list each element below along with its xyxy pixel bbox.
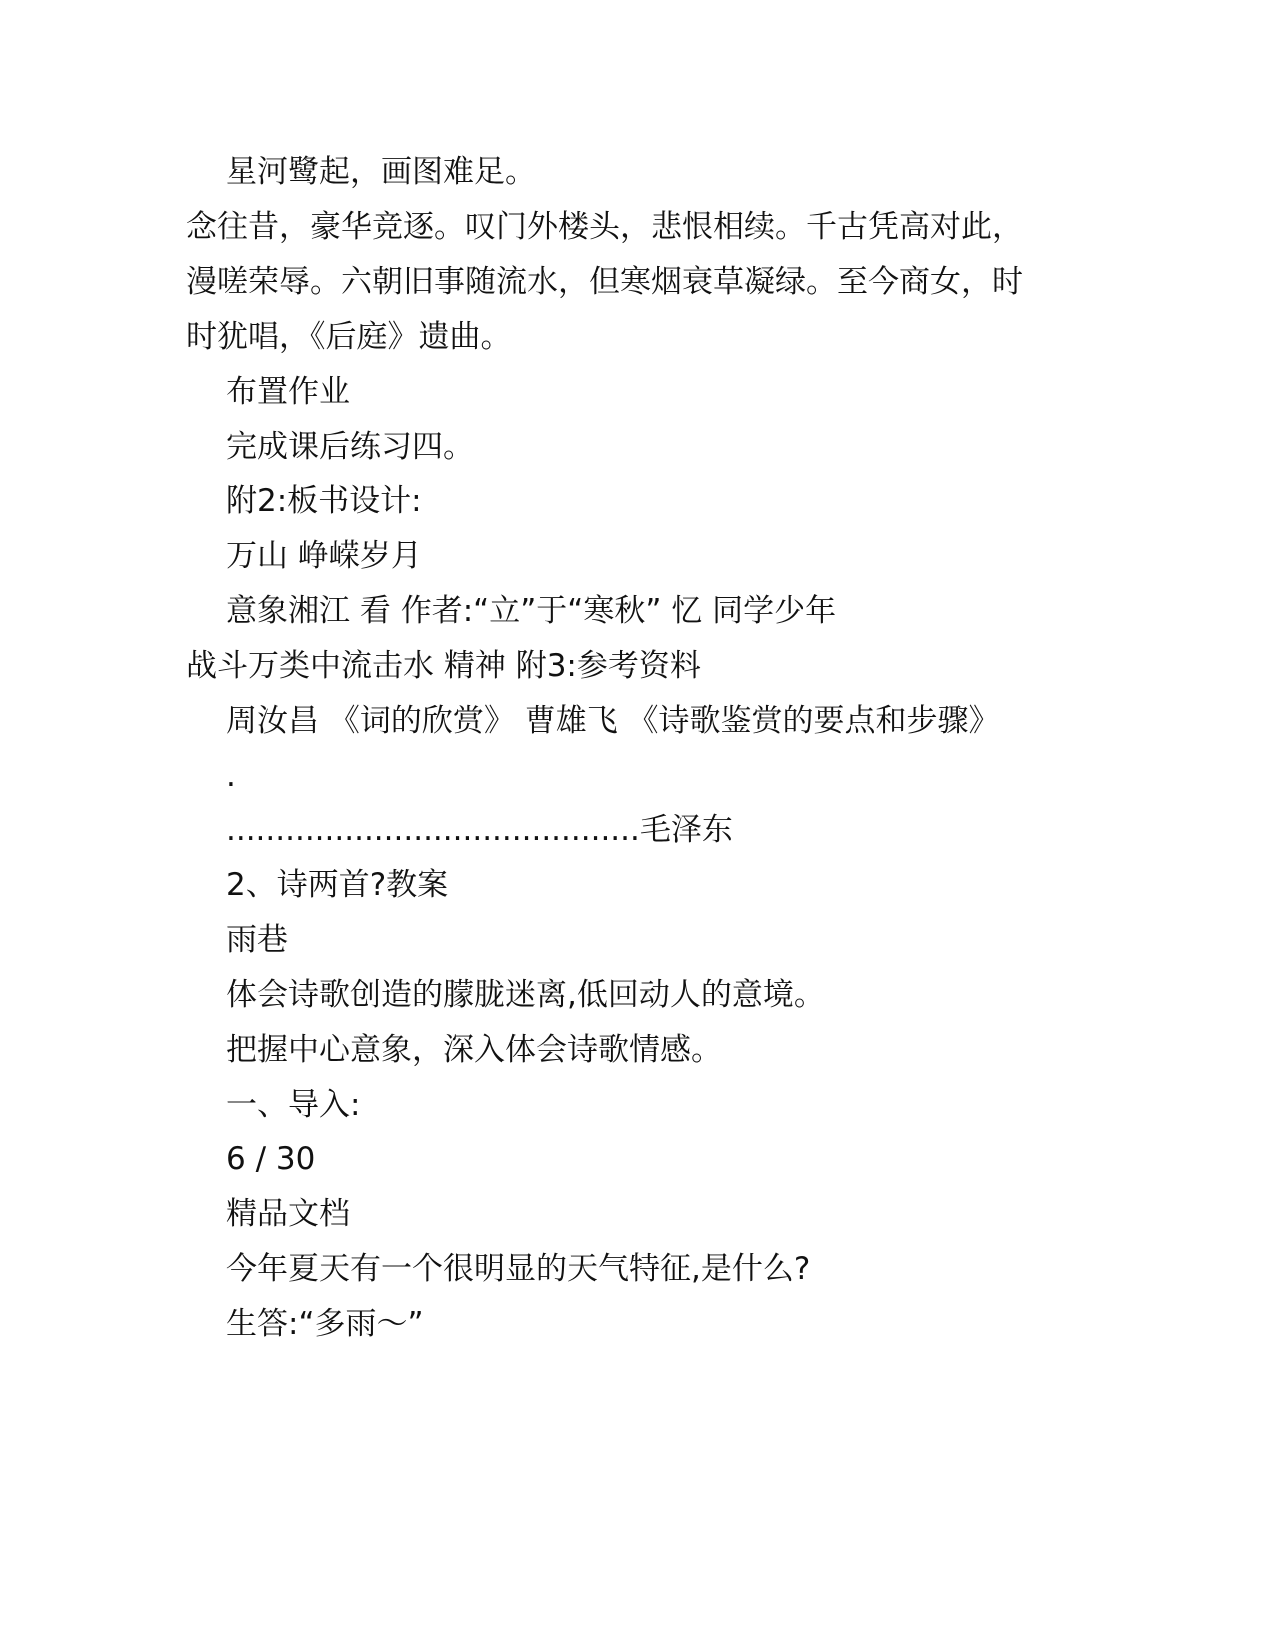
text-line: 漫嗟荣辱。六朝旧事随流水，但寒烟衰草凝绿。至今商女，时	[186, 264, 1023, 300]
text-line: 雨巷	[226, 922, 288, 958]
text-line: ..........................................毛泽东	[226, 812, 733, 848]
document-label: 精品文档	[226, 1196, 350, 1232]
text-line: 生答:“多雨～”	[226, 1306, 424, 1342]
text-line: 星河鹭起，画图难足。	[226, 154, 536, 190]
text-line: 意象湘江 看 作者:“立”于“寒秋” 忆 同学少年	[226, 593, 837, 629]
text-line: .	[226, 758, 236, 794]
section-heading: 2、诗两首?教案	[226, 867, 449, 903]
text-line: 周汝昌 《词的欣赏》 曹雄飞 《诗歌鉴赏的要点和步骤》	[226, 703, 1000, 739]
page-number: 6 / 30	[226, 1141, 316, 1177]
text-line: 把握中心意象，深入体会诗歌情感。	[226, 1032, 722, 1068]
text-line: 万山 峥嵘岁月	[226, 538, 422, 574]
text-line: 一、导入:	[226, 1087, 361, 1123]
section-heading: 布置作业	[226, 374, 350, 410]
text-line: 今年夏天有一个很明显的天气特征,是什么?	[226, 1251, 811, 1287]
text-line: 附2:板书设计:	[226, 483, 422, 519]
text-line: 念往昔，豪华竞逐。叹门外楼头，悲恨相续。千古凭高对此，	[186, 209, 1023, 245]
text-line: 完成课后练习四。	[226, 429, 474, 465]
text-line: 战斗万类中流击水 精神 附3:参考资料	[186, 648, 701, 684]
text-line: 时犹唱，《后庭》遗曲。	[186, 319, 512, 355]
text-line: 体会诗歌创造的朦胧迷离,低回动人的意境。	[226, 977, 825, 1013]
